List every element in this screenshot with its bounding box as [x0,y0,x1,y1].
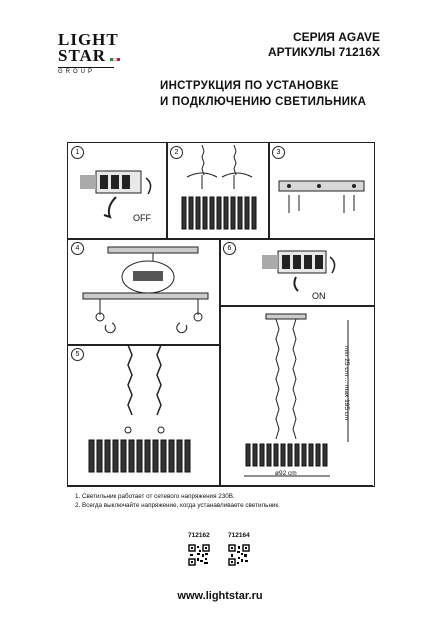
series-header [268,30,380,60]
article-1: 712162 [188,532,210,539]
website-url: www.lightstar.ru [177,590,263,602]
diameter-label: ø92 cm [275,470,297,477]
mounting-bar-illustration [274,173,369,223]
step-number: 5 [71,348,84,361]
off-label: OFF [133,213,151,223]
step-number: 4 [71,242,84,255]
step-3-panel [268,142,375,240]
assembly-illustration [83,345,208,483]
brand-logo [58,32,126,75]
qr-code-icon [188,544,210,566]
dimensions-panel [219,305,375,487]
note-1: 1. Светильник работает от сетевого напряжения 230В. [75,493,235,500]
series-name: СЕРИЯ AGAVE [292,30,380,44]
title-line1: ИНСТРУКЦИЯ ПО УСТАНОВКЕ [160,80,339,92]
step-5-panel [67,344,221,487]
title-line2: И ПОДКЛЮЧЕНИЮ СВЕТИЛЬНИКА [160,96,367,108]
step-4-panel [67,238,221,346]
unpack-lamp-illustration [172,145,264,235]
notes-divider [67,485,373,486]
page-title [160,78,366,110]
height-label: min 25 cm ... max 195 cm [343,346,350,421]
step-1-panel [67,142,168,240]
on-label: ON [312,291,326,301]
notes [75,492,280,510]
step-number: 1 [71,146,84,159]
logo-line2: STAR [58,46,107,65]
logo-line3: GROUP [58,67,114,75]
step-number: 3 [272,146,285,159]
italian-flag-icon [110,58,120,61]
articles-code: АРТИКУЛЫ 71216X [268,45,380,59]
logo-line1: LIGHT [58,30,119,49]
switch-on-illustration [260,247,360,299]
step-number: 2 [170,146,183,159]
note-2: 2. Всегда выключайте напряжение, когда устанавливаете светильник. [75,502,280,509]
step-6-panel [219,238,375,307]
qr-code-icon [228,544,250,566]
ceiling-mount-illustration [78,245,213,341]
article-2: 712164 [228,532,250,539]
step-number: 6 [223,242,236,255]
step-2-panel [166,142,270,240]
